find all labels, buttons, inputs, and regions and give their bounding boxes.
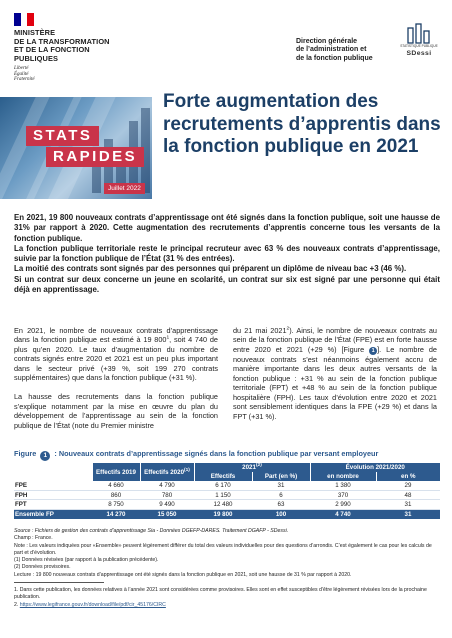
table-cell: 63 bbox=[252, 500, 310, 509]
column-header: en % bbox=[376, 472, 440, 481]
column-header: Effectifs bbox=[194, 472, 252, 481]
republic-flag-logo bbox=[14, 13, 34, 26]
ministry-line: ET DE LA FONCTION bbox=[14, 45, 90, 55]
table-cell: 29 bbox=[376, 481, 440, 490]
table-corner bbox=[14, 463, 92, 472]
flag-blue bbox=[14, 13, 21, 26]
body-column-right bbox=[233, 326, 437, 421]
direction-line: de l’administration et bbox=[296, 46, 367, 54]
table-header-row bbox=[14, 463, 440, 472]
field-note: Champ : France. bbox=[14, 535, 53, 542]
table-cell: 9 490 bbox=[140, 500, 194, 509]
figure-ref: 1 bbox=[369, 347, 377, 355]
header-note: (1) bbox=[184, 467, 190, 473]
sdessi-tagline: STATISTIQUE PUBLIQUE bbox=[400, 44, 438, 48]
body-text: ). Ainsi, le nombre de nouveaux contrats au sein de la fonction publique de l’État (FPE) est en forte hausse entre 2020 et 2021 (+29 %) [Figure bbox=[233, 326, 437, 354]
summary-paragraph: La fonction publique territoriale reste le principal recruteur avec 63 % des nouveaux contrats d’apprentissage, suivie par la fonction publique de l’État (31 % des entrées). bbox=[14, 243, 440, 264]
row-label: FPT bbox=[14, 500, 92, 509]
group-header-text: 2021 bbox=[242, 464, 256, 471]
figure-label: Figure bbox=[14, 449, 37, 458]
row-label: Ensemble FP bbox=[14, 509, 92, 518]
summary-paragraph: En 2021, 19 800 nouveaux contrats d’apprentissage ont été signés dans la fonction publique, soit une hausse de 31% par rapport à 2020. Cette augmentation des recrutements d’apprentis concerne tous les versants de la fonction publique. bbox=[14, 213, 440, 243]
sdessi-logo bbox=[398, 22, 440, 57]
table-cell: 31 bbox=[252, 481, 310, 490]
publication-date: Juillet 2022 bbox=[104, 183, 145, 194]
column-header-text: Effectifs 2020 bbox=[144, 468, 185, 476]
ministry-line: MINISTÈRE bbox=[14, 28, 56, 37]
body-text: du 21 mai 2021 bbox=[233, 326, 287, 335]
table-cell: 1 380 bbox=[310, 481, 376, 490]
table-subheader-row bbox=[14, 472, 440, 481]
summary-paragraph: Si un contrat sur deux concerne un jeune en scolarité, un contrat sur six est signé par une personne qui était déjà en apprentissage. bbox=[14, 274, 440, 295]
body-text: , soit 4 740 de plus qu’en 2020. Le taux d’augmentation du nombre de contrats signés entre 2020 et 2021 est un peu plus important dans le secteur privé (+39 %, soit 199 270 contrats supplémentaires) que dans la fonction publique (+31 %). bbox=[14, 335, 218, 383]
table-cell: 6 bbox=[252, 490, 310, 499]
direction-line: Direction générale bbox=[296, 38, 358, 45]
group-header: Évolution 2021/2020 bbox=[310, 463, 440, 472]
summary-paragraph: La moitié des contrats sont signés par des personnes qui préparent un diplôme de niveau bac +3 (46 %). bbox=[14, 264, 407, 274]
group-header bbox=[194, 463, 310, 472]
reading-note: Lecture : 19 800 nouveaux contrats d’apprentissage ont été signés dans la fonction publique en 2021, soit une hausse de 31 % par rapport à 2020. bbox=[14, 571, 352, 578]
table-cell: 100 bbox=[252, 509, 310, 518]
stats-label: STATS bbox=[26, 126, 99, 146]
table-corner bbox=[14, 472, 92, 481]
ministry-line: PUBLIQUES bbox=[14, 53, 59, 63]
footnote-number: 2. bbox=[14, 601, 20, 608]
figure-title bbox=[14, 449, 378, 461]
direction-line: de la fonction publique bbox=[296, 54, 373, 62]
row-label: FPH bbox=[14, 490, 92, 499]
table-cell: 14 270 bbox=[92, 509, 140, 518]
figure-table bbox=[14, 463, 440, 519]
body-paragraph bbox=[14, 326, 218, 383]
table-cell: 6 170 bbox=[194, 481, 252, 490]
page-title: Forte augmentation des recrutements d’apprentis dans la fonction publique en 2021 bbox=[163, 91, 441, 157]
sdessi-name: SDessi bbox=[406, 49, 432, 57]
footnote bbox=[14, 602, 440, 609]
header-note: (2) bbox=[255, 462, 262, 468]
body-column-left bbox=[14, 326, 218, 430]
table-row bbox=[14, 481, 440, 490]
table-cell: 1 150 bbox=[194, 490, 252, 499]
motto-line: Égalité bbox=[14, 71, 29, 77]
numbered-note: (1) Données révisées (par rapport à la publication précédente). bbox=[14, 557, 159, 564]
table-cell: 8 750 bbox=[92, 500, 140, 509]
figure-notes bbox=[14, 528, 440, 579]
table-cell: 4 740 bbox=[310, 509, 376, 518]
footnote-divider bbox=[14, 582, 104, 583]
body-text: ]. Le nombre de nouveaux contrats s’est néanmoins également accru de manière importante dans les deux autres versants de la fonction publique : +31 % au sein de la fonction publique territoriale (FPT) et +48 % au sein de la fonction publique hospitalière (FPH). Les taux d’évolution entre 2020 et 2021 sont sensiblement identiques dans la FPE (+29 %) et dans la FPT (+31 %). bbox=[233, 344, 437, 421]
table-total-row bbox=[14, 509, 440, 518]
footnote: 1. Dans cette publication, les données relatives à l’année 2021 sont considérées comme provisoires. Elles sont en effet susceptibles d’être légèrement révisées lors de la prochaine publication. bbox=[14, 587, 427, 601]
republic-motto bbox=[14, 66, 35, 83]
column-header: Part (en %) bbox=[252, 472, 310, 481]
ministry-line: DE LA TRANSFORMATION bbox=[14, 36, 110, 46]
source-note: Source : Fichiers de gestion des contrats d’apprentissage Sia - Données DGEFP-DARES. Traitement DGAFP - SDessi. bbox=[14, 528, 289, 534]
statistics-building-icon bbox=[406, 22, 432, 44]
motto-line: Liberté bbox=[14, 66, 29, 71]
column-header: en nombre bbox=[310, 472, 376, 481]
table-cell: 12 480 bbox=[194, 500, 252, 509]
table-cell: 48 bbox=[376, 490, 440, 499]
table-cell: 31 bbox=[376, 500, 440, 509]
rapides-label: RAPIDES bbox=[46, 147, 144, 167]
column-header: Effectifs 2019 bbox=[92, 463, 140, 481]
column-header bbox=[140, 463, 194, 481]
flag-red bbox=[27, 13, 34, 26]
body-paragraph: La hausse des recrutements dans la fonction publique s’explique notamment par la mise en œuvre du plan du développement de l’apprentissage au sein de la fonction publique de l’État (note du Premier ministre bbox=[14, 392, 218, 430]
table-cell: 4 790 bbox=[140, 481, 194, 490]
table-cell: 860 bbox=[92, 490, 140, 499]
footnote-ref: 2 bbox=[286, 326, 290, 332]
table-cell: 15 050 bbox=[140, 509, 194, 518]
figure-number-badge: 1 bbox=[40, 451, 50, 461]
summary-block bbox=[14, 213, 440, 295]
general-note: Note : Les valeurs indiquées pour «Ensemble» peuvent légèrement différer du total des valeurs individuelles pour des questions d’arrondis. C’est également le cas pour les calculs de part et d’évolution. bbox=[14, 542, 432, 556]
table-row bbox=[14, 500, 440, 509]
table-cell: 2 990 bbox=[310, 500, 376, 509]
body-paragraph bbox=[233, 326, 437, 421]
flag-white bbox=[21, 13, 28, 26]
direction-name bbox=[296, 38, 408, 63]
footnote-ref: 1 bbox=[166, 336, 170, 342]
table-cell: 31 bbox=[376, 509, 440, 518]
table-cell: 780 bbox=[140, 490, 194, 499]
legifrance-link[interactable]: https://www.legifrance.gouv.fr/download/file/pdf/cir_45176/CIRC bbox=[19, 601, 166, 608]
table-cell: 370 bbox=[310, 490, 376, 499]
table-cell: 4 660 bbox=[92, 481, 140, 490]
motto-line: Fraternité bbox=[14, 77, 35, 83]
row-label: FPE bbox=[14, 481, 92, 490]
ministry-name bbox=[14, 29, 134, 63]
table-row bbox=[14, 490, 440, 499]
table-cell: 19 800 bbox=[194, 509, 252, 518]
figure-caption: : Nouveaux contrats d’apprentissage signés dans la fonction publique par versant employeur bbox=[52, 449, 379, 458]
numbered-note: (2) Données provisoires. bbox=[14, 564, 71, 571]
footnotes bbox=[14, 587, 440, 609]
body-text: En 2021, le nombre de nouveaux contrats d’apprentissage dans la fonction publique est estimé à 19 800 bbox=[14, 326, 218, 345]
